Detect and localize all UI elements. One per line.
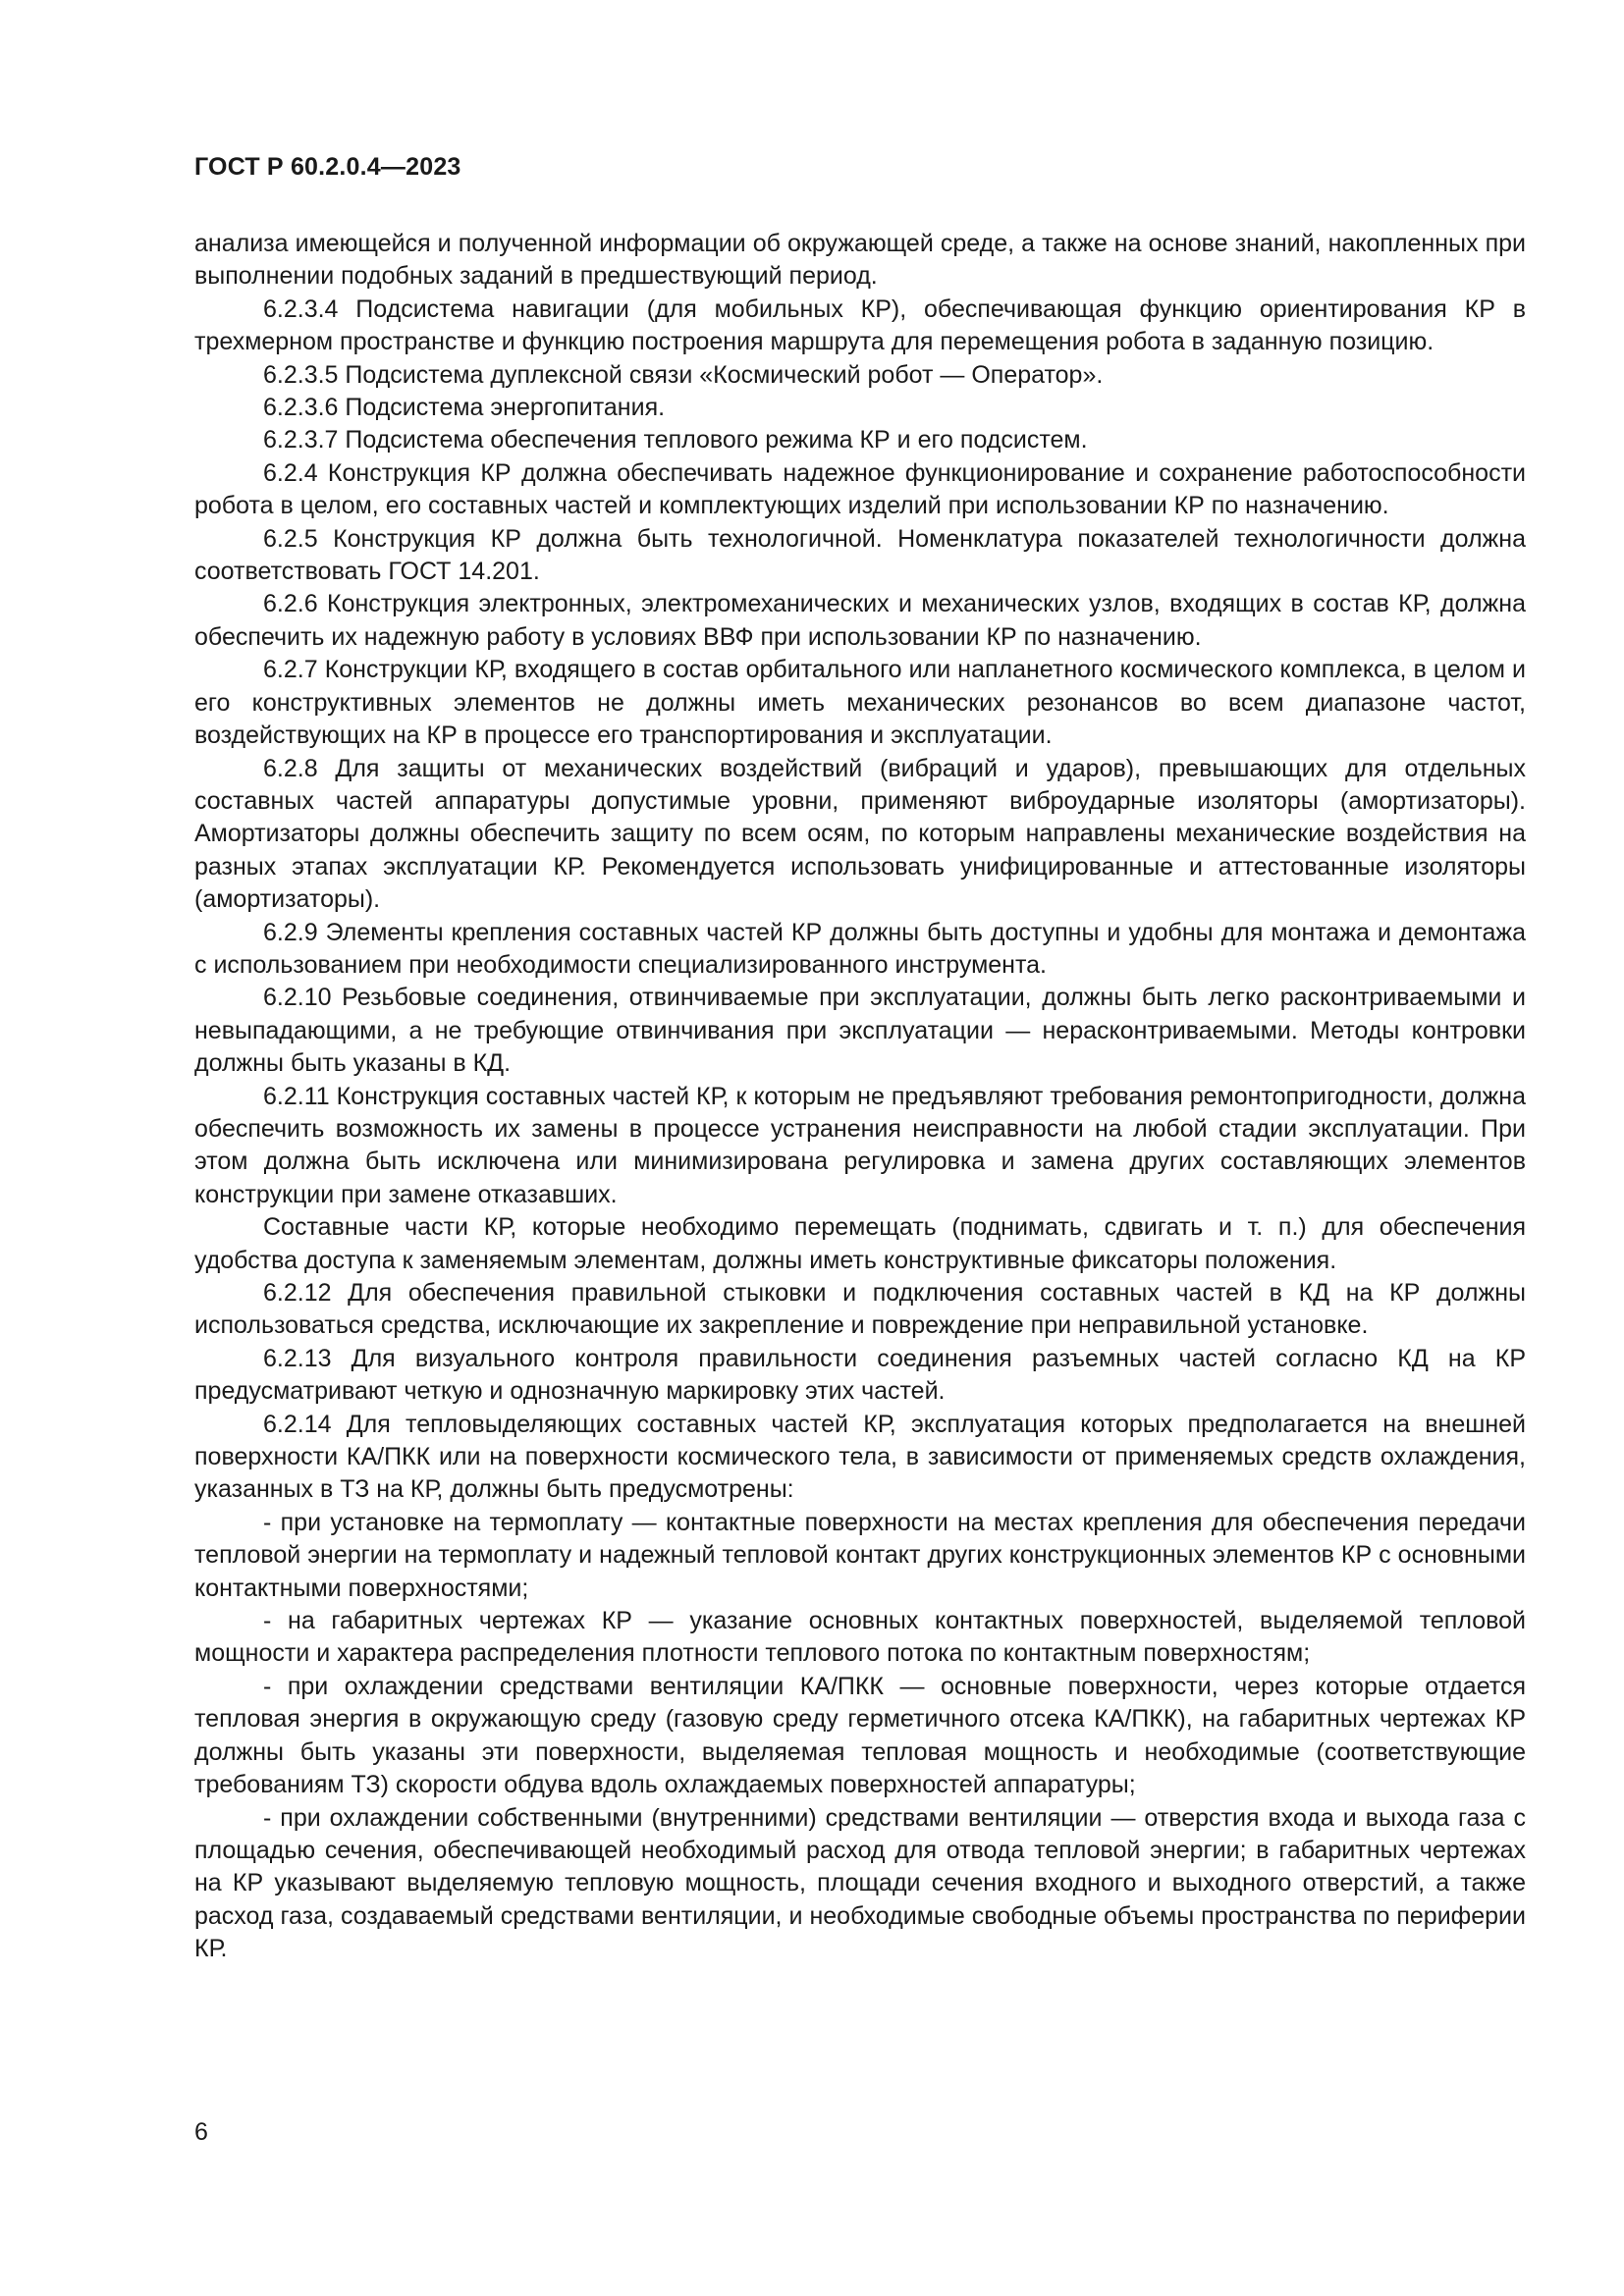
paragraph-6-2-9: 6.2.9 Элементы крепления составных частей КР должны быть доступны и удобны для монтажа и демонтажа с использованием при необходимости специализированного инструмента. <box>194 918 1526 979</box>
paragraph-6-2-13: 6.2.13 Для визуального контроля правильности соединения разъемных частей согласно КД на КР предусматривают четкую и однозначную маркировку этих частей. <box>194 1344 1526 1406</box>
paragraph-6-2-10: 6.2.10 Резьбовые соединения, отвинчиваемые при эксплуатации, должны быть легко расконтриваемыми и невыпадающими, а не требующие отвинчивания при эксплуатации — нерасконтриваемыми. Методы контровки должны быть указаны в КД. <box>194 984 1526 1078</box>
paragraph-continuation: анализа имеющейся и полученной информации об окружающей среде, а также на основе знаний, накопленных при выполнении подобных заданий в предшествующий период. <box>194 230 1526 291</box>
standard-code-header: ГОСТ Р 60.2.0.4—2023 <box>194 153 461 181</box>
list-item: - на габаритных чертежах КР — указание основных контактных поверхностей, выделяемой тепловой мощности и характера распределения плотности теплового потока по контактным поверхностям; <box>194 1607 1526 1668</box>
paragraph-6-2-11-addendum: Составные части КР, которые необходимо перемещать (поднимать, сдвигать и т. п.) для обеспечения удобства доступа к заменяемым элементам, должны иметь конструктивные фиксаторы положения. <box>194 1213 1526 1274</box>
paragraph-6-2-3-6: 6.2.3.6 Подсистема энергопитания. <box>263 394 666 422</box>
paragraph-6-2-14: 6.2.14 Для тепловыделяющих составных частей КР, эксплуатация которых предполагается на внешней поверхности КА/ПКК или на поверхности космического тела, в зависимости от применяемых средств охлаждения, указанных в ТЗ на КР, должны быть предусмотрены: <box>194 1410 1526 1504</box>
paragraph-6-2-5: 6.2.5 Конструкция КР должна быть технологичной. Номенклатура показателей технологичности должна соответствовать ГОСТ 14.201. <box>194 524 1526 586</box>
document-body <box>194 228 1526 1966</box>
paragraph-6-2-3-7: 6.2.3.7 Подсистема обеспечения теплового режима КР и его подсистем. <box>263 426 1088 454</box>
paragraph-6-2-8: 6.2.8 Для защиты от механических воздействий (вибраций и ударов), превышающих для отдельных составных частей аппаратуры допустимые уровни, применяют виброударные изоляторы (амортизаторы). Амортизаторы должны обеспечить защиту по всем осям, по которым направлены механические воздействия на разных этапах эксплуатации КР. Рекомендуется использовать унифицированные и аттестованные изоляторы (амортизаторы). <box>194 754 1526 914</box>
page-number: 6 <box>194 2118 208 2146</box>
paragraph-6-2-6: 6.2.6 Конструкция электронных, электромеханических и механических узлов, входящих в состав КР, должна обеспечить их надежную работу в условиях ВВФ при использовании КР по назначению. <box>194 590 1526 651</box>
paragraph-6-2-4: 6.2.4 Конструкция КР должна обеспечивать надежное функционирование и сохранение работоспособности робота в целом, его составных частей и комплектующих изделий при использовании КР по назначению. <box>194 458 1526 520</box>
paragraph-6-2-7: 6.2.7 Конструкции КР, входящего в состав орбитального или напланетного космического комплекса, в целом и его конструктивных элементов не должны иметь механических резонансов во всем диапазоне частот, воздействующих на КР в процессе его транспортирования и эксплуатации. <box>194 656 1526 750</box>
paragraph-6-2-3-5: 6.2.3.5 Подсистема дуплексной связи «Космический робот — Оператор». <box>263 360 1104 389</box>
paragraph-6-2-12: 6.2.12 Для обеспечения правильной стыковки и подключения составных частей в КД на КР должны использоваться средства, исключающие их закрепление и повреждение при неправильной установке. <box>194 1279 1526 1340</box>
paragraph-6-2-3-4: 6.2.3.4 Подсистема навигации (для мобильных КР), обеспечивающая функцию ориентирования КР в трехмерном пространстве и функцию построения маршрута для перемещения робота в заданную позицию. <box>194 294 1526 356</box>
list-item: - при охлаждении собственными (внутренними) средствами вентиляции — отверстия входа и выхода газа с площадью сечения, обеспечивающей необходимый расход для отвода тепловой энергии; в габаритных чертежах на КР указывают выделяемую тепловую мощность, площади сечения входного и выходного отверстий, а также расход газа, создаваемый средствами вентиляции, и необходимые свободные объемы пространства по периферии КР. <box>194 1803 1526 1963</box>
list-item: - при установке на термоплату — контактные поверхности на местах крепления для обеспечения передачи тепловой энергии на термоплату и надежный тепловой контакт других конструкционных элементов КР с основными контактными поверхностями; <box>194 1508 1526 1602</box>
paragraph-6-2-11: 6.2.11 Конструкция составных частей КР, к которым не предъявляют требования ремонтопригодности, должна обеспечить возможность их замены в процессе устранения неисправности на любой стадии эксплуатации. При этом должна быть исключена или минимизирована регулировка и замена других составляющих элементов конструкции при замене отказавших. <box>194 1082 1526 1208</box>
list-item: - при охлаждении средствами вентиляции КА/ПКК — основные поверхности, через которые отдается тепловая энергия в окружающую среду (газовую среду герметичного отсека КА/ПКК), на габаритных чертежах КР должны быть указаны эти поверхности, выделяемая тепловая мощность и необходимые (соответствующие требованиям ТЗ) скорости обдува вдоль охлаждаемых поверхностей аппаратуры; <box>194 1672 1526 1799</box>
